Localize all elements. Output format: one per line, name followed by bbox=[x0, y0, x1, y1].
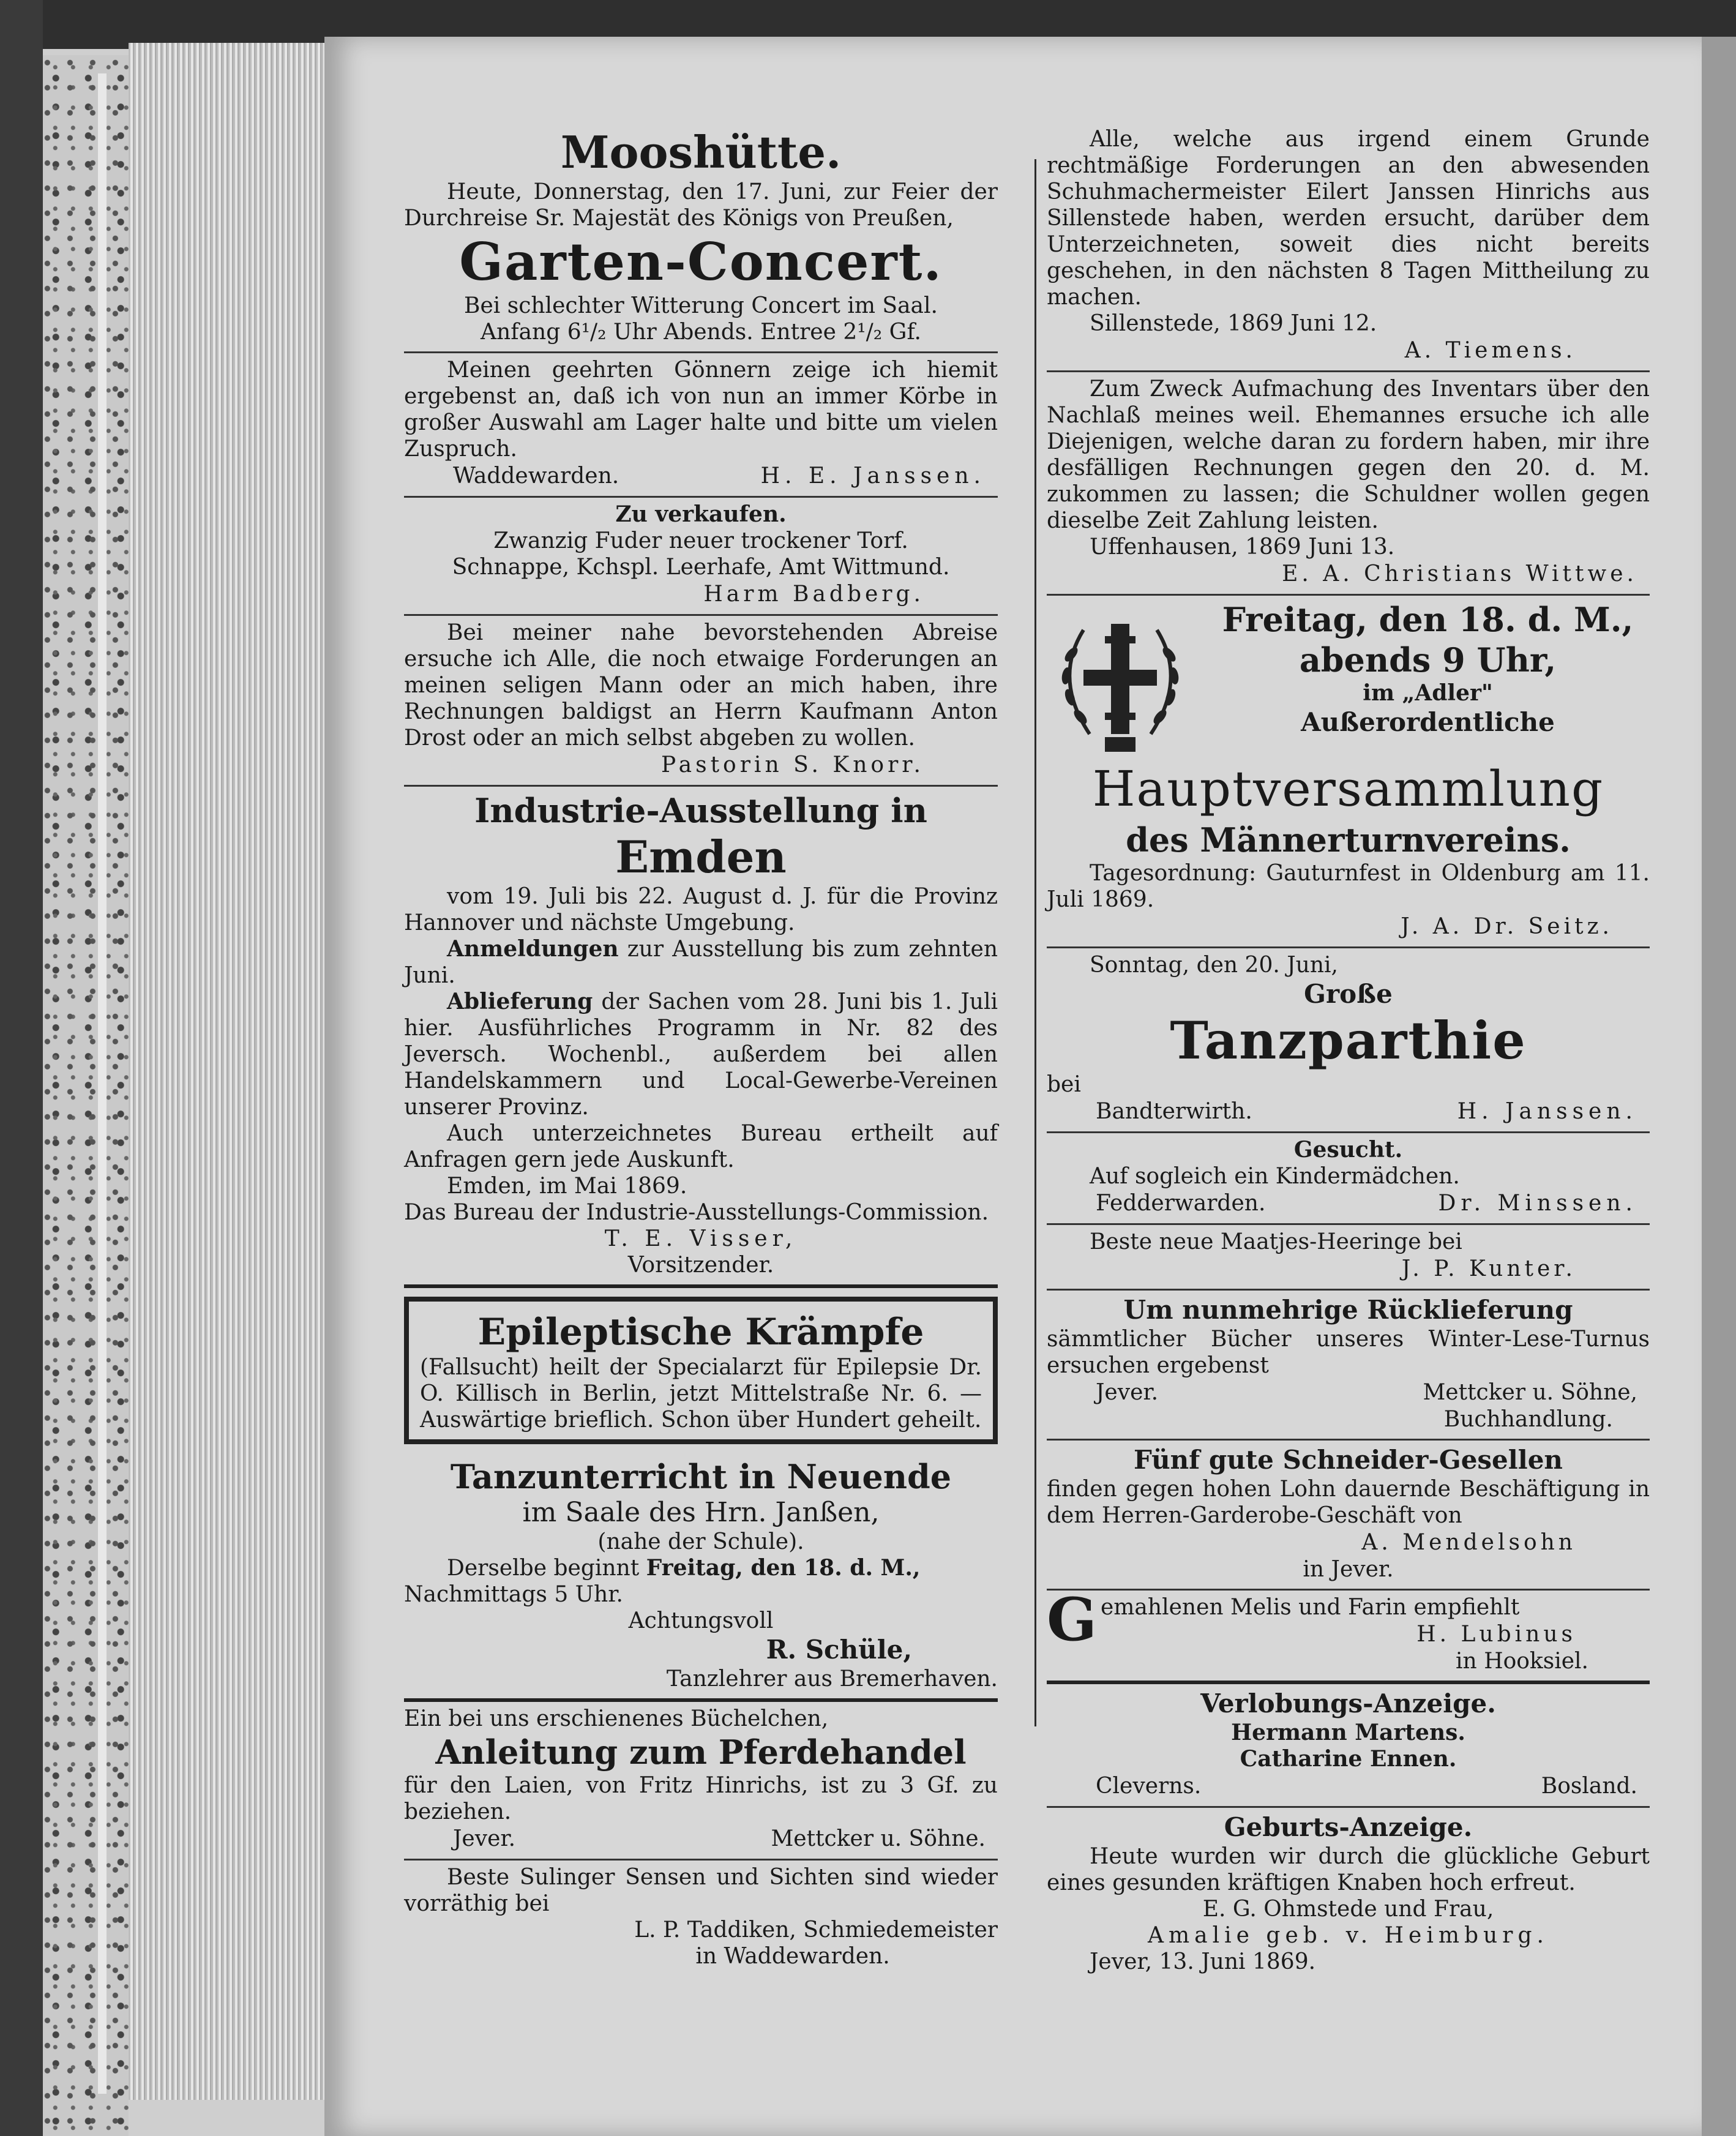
ad-name: A. Tiemens. bbox=[1404, 338, 1576, 363]
ad-line: Bei schlechter Witterung Concert im Saal. bbox=[464, 293, 938, 318]
turnverein-header bbox=[1047, 599, 1650, 759]
ad-name: H. E. Janssen. bbox=[760, 463, 986, 489]
ad-verkaufen bbox=[404, 498, 998, 616]
ad-epilepsie bbox=[404, 1297, 998, 1444]
ad-line: des Männerturnvereins. bbox=[1126, 820, 1571, 860]
ad-text: Tagesordnung: Gauturnfest in Oldenburg am 11. Juli 1869. bbox=[1047, 861, 1650, 912]
ad-tanzunterricht bbox=[404, 1453, 998, 1702]
ad-name: Harm Badberg. bbox=[703, 582, 924, 607]
ad-line: Große bbox=[1304, 979, 1393, 1009]
ad-place: in Waddewarden. bbox=[695, 1944, 890, 1969]
ad-title: Hauptversammlung bbox=[1092, 760, 1604, 817]
ad-text: vom 19. Juli bis 22. August d. J. für die Provinz Hannover und nächste Umgebung. bbox=[404, 884, 998, 935]
ad-place: Cleverns. bbox=[1096, 1774, 1202, 1799]
ad-title: Geburts-Anzeige. bbox=[1224, 1812, 1473, 1842]
ad-title: Gesucht. bbox=[1293, 1137, 1403, 1163]
turnverein-date-block bbox=[1206, 599, 1650, 738]
ad-name: L. P. Taddiken, Schmiedemeister bbox=[634, 1917, 998, 1943]
ad-name: E. G. Ohmstede und Frau, bbox=[1202, 1897, 1494, 1922]
ad-line: im Saale des Hrn. Janßen, bbox=[522, 1497, 880, 1528]
ad-abreise bbox=[404, 616, 998, 787]
ad-signature bbox=[1047, 1190, 1650, 1217]
ad-geburt bbox=[1047, 1808, 1650, 1981]
ad-text: für den Laien, von Fritz Hinrichs, ist zu 3 Gf. zu beziehen. bbox=[404, 1773, 998, 1824]
ad-signature bbox=[1047, 1379, 1650, 1406]
ad-line: Schnappe, Kchspl. Leerhafe, Amt Wittmund. bbox=[452, 555, 950, 580]
ad-name: E. A. Christians Wittwe. bbox=[1282, 561, 1637, 586]
ad-date: Emden, im Mai 1869. bbox=[447, 1174, 687, 1199]
ad-melis bbox=[1047, 1585, 1650, 1684]
ad-name: R. Schüle, bbox=[766, 1635, 912, 1665]
paper-strip bbox=[98, 73, 107, 2094]
column-rule bbox=[1034, 159, 1036, 1726]
ad-name: Catharine Ennen. bbox=[1240, 1746, 1457, 1772]
ad-place: Jever. bbox=[1096, 1380, 1159, 1405]
ad-heeringe bbox=[1047, 1225, 1650, 1291]
ad-mooshuette bbox=[404, 122, 998, 353]
ad-date: Sillenstede, 1869 Juni 12. bbox=[1090, 311, 1377, 336]
ad-name: Amalie geb. v. Heimburg. bbox=[1148, 1923, 1549, 1948]
ad-sensen bbox=[404, 1861, 998, 1976]
ad-text-span: der Sachen vom 28. Juni bis 1. Juli hier. Ausführliches Programm in Nr. 82 des Jeversch. Wochenbl., außerdem bei allen Handelskammern und Local-Gewerbe-Vereinen unserer Provinz. bbox=[404, 989, 998, 1120]
ad-title: Um nunmehrige Rücklieferung bbox=[1123, 1295, 1573, 1325]
ad-name: Mettcker u. Söhne, bbox=[1423, 1380, 1637, 1405]
ad-keyword: Ablieferung bbox=[447, 989, 593, 1014]
ad-line: Zwanzig Fuder neuer trockener Torf. bbox=[493, 528, 908, 553]
ad-signature bbox=[404, 1825, 998, 1853]
ad-place: in Hooksiel. bbox=[1456, 1649, 1588, 1674]
ad-line: abends 9 Uhr, bbox=[1299, 640, 1557, 680]
ad-text-span: zur Ausstellung bis zum zehnten Juni. bbox=[404, 937, 998, 988]
ad-text bbox=[404, 936, 998, 989]
ad-role: Tanzlehrer aus Bremerhaven. bbox=[666, 1666, 998, 1692]
ad-text: Heute wurden wir durch die glückliche Geburt eines gesunden kräftigen Knaben hoch erfreut. bbox=[1047, 1844, 1650, 1895]
ad-name: H. Lubinus bbox=[1416, 1622, 1576, 1647]
ad-place: Waddewarden. bbox=[453, 463, 619, 489]
ad-text: Auch unterzeichnetes Bureau ertheilt auf Anfragen gern jede Auskunft. bbox=[404, 1121, 998, 1172]
ad-text-span: emahlenen Melis und Farin empfiehlt bbox=[1100, 1595, 1520, 1620]
ad-line: Nachmittags 5 Uhr. bbox=[404, 1582, 623, 1607]
ad-line: Freitag, den 18. d. M., bbox=[1222, 600, 1634, 639]
ad-name: H. Janssen. bbox=[1457, 1099, 1637, 1124]
ad-place: Bosland. bbox=[1541, 1774, 1637, 1799]
ad-text: Beste Sulinger Sensen und Sichten sind wieder vorräthig bei bbox=[404, 1865, 998, 1916]
ad-keyword: Freitag, den 18. d. M., bbox=[646, 1555, 921, 1581]
ad-title: Mooshütte. bbox=[560, 126, 842, 178]
ad-buecher bbox=[1047, 1291, 1650, 1441]
ad-text: Alle, welche aus irgend einem Grunde rechtmäßige Forderungen an den abwesenden Schuhmachermeister Eilert Janssen Hinrichs aus Sillenstede haben, werden ersucht, darüber dem Unterzeichneten, soweit dies nicht bereits geschehen, in den nächsten 8 Tagen Mittheilung zu machen. bbox=[1047, 127, 1650, 310]
ad-text-span: Derselbe beginnt bbox=[447, 1556, 640, 1581]
ad-name: Hermann Martens. bbox=[1231, 1720, 1465, 1745]
ad-schuhmacher bbox=[1047, 122, 1650, 372]
ad-line: Anfang 6¹/₂ Uhr Abends. Entree 2¹/₂ Gf. bbox=[481, 320, 921, 345]
ad-title: Industrie-Ausstellung in bbox=[474, 791, 927, 830]
ad-place: Fedderwarden. bbox=[1096, 1191, 1266, 1216]
ad-title: Anleitung zum Pferdehandel bbox=[435, 1733, 967, 1772]
ad-role: Vorsitzender. bbox=[627, 1253, 774, 1278]
ad-signature bbox=[1047, 1098, 1650, 1125]
marbled-endpaper bbox=[43, 55, 129, 2136]
right-page-edge bbox=[1702, 37, 1736, 2136]
left-column bbox=[404, 122, 998, 1976]
ad-name: J. P. Kunter. bbox=[1401, 1256, 1576, 1281]
ad-place: in Jever. bbox=[1303, 1557, 1394, 1582]
ad-greeting: Achtungsvoll bbox=[628, 1608, 774, 1633]
ad-signature bbox=[1047, 1772, 1650, 1800]
ad-date: Uffenhausen, 1869 Juni 13. bbox=[1090, 534, 1395, 560]
ad-turnverein bbox=[1047, 596, 1650, 948]
ad-line: Außerordentliche bbox=[1301, 707, 1555, 737]
ad-title: Epileptische Krämpfe bbox=[477, 1311, 924, 1354]
ad-title: Tanzparthie bbox=[1170, 1010, 1527, 1071]
drop-cap: G bbox=[1047, 1585, 1097, 1654]
ad-inventar bbox=[1047, 372, 1650, 596]
turner-cross-wreath-icon bbox=[1047, 599, 1194, 759]
ad-text: sämmtlicher Bücher unseres Winter-Lese-Turnus ersuchen ergebenst bbox=[1047, 1327, 1650, 1378]
ad-line: (nahe der Schule). bbox=[597, 1529, 804, 1554]
ad-title: Fünf gute Schneider-Gesellen bbox=[1134, 1445, 1563, 1475]
ad-tanzparthie bbox=[1047, 948, 1650, 1133]
ad-date: Jever, 13. Juni 1869. bbox=[1090, 1949, 1316, 1974]
page-stack bbox=[129, 43, 324, 2100]
ad-text: Das Bureau der Industrie-Ausstellungs-Commission. bbox=[404, 1200, 989, 1225]
ad-text: Ein bei uns erschienenes Büchelchen, bbox=[404, 1706, 829, 1731]
ad-name: Dr. Minssen. bbox=[1438, 1191, 1637, 1216]
ad-headline: Garten-Concert. bbox=[459, 231, 943, 292]
ad-keyword: Anmeldungen bbox=[447, 936, 619, 962]
ad-title: Tanzunterricht in Neuende bbox=[450, 1457, 952, 1496]
ad-text: finden gegen hohen Lohn dauernde Beschäftigung in dem Herren-Garderobe-Geschäft von bbox=[1047, 1477, 1650, 1528]
ad-schneider bbox=[1047, 1441, 1650, 1591]
ad-text bbox=[404, 1555, 998, 1581]
ad-pferdehandel bbox=[404, 1702, 998, 1861]
ad-name: Mettcker u. Söhne. bbox=[771, 1826, 986, 1851]
ad-line: Auf sogleich ein Kindermädchen. bbox=[1090, 1164, 1460, 1189]
ad-text: Zum Zweck Aufmachung des Inventars über den Nachlaß meines weil. Ehemannes ersuche ich alle Diejenigen, welche daran zu fordern haben, mir ihre desfälligen Rechnungen gegen den 20. d. M. zukommen zu lassen; die Schuldner wollen gegen dieselbe Zeit Zahlung leisten. bbox=[1047, 377, 1650, 533]
ad-place: Bandterwirth. bbox=[1096, 1099, 1252, 1124]
ad-verlobung bbox=[1047, 1684, 1650, 1808]
ad-text: (Fallsucht) heilt der Specialarzt für Epilepsie Dr. O. Killisch in Berlin, jetzt Mittelstraße Nr. 6. — Auswärtige brieflich. Schon über Hundert geheilt. bbox=[420, 1355, 982, 1433]
ad-name: Pastorin S. Knorr. bbox=[661, 752, 924, 778]
ad-text: Bei meiner nahe bevorstehenden Abreise ersuche ich Alle, die noch etwaige Forderungen an meinen seligen Mann oder an mich haben, ihre Rechnungen baldigst an Herrn Kaufmann Anton Drost oder an mich selbst abgeben zu wollen. bbox=[404, 620, 998, 751]
ad-name: J. A. Dr. Seitz. bbox=[1401, 914, 1613, 939]
ad-title: Verlobungs-Anzeige. bbox=[1200, 1688, 1496, 1718]
ad-industrie-ausstellung bbox=[404, 787, 998, 1288]
ad-title: Emden bbox=[615, 831, 787, 883]
ad-line: im „Adler" bbox=[1363, 680, 1493, 706]
right-column bbox=[1047, 122, 1650, 1981]
ad-koerbe bbox=[404, 353, 998, 498]
ad-name: A. Mendelsohn bbox=[1361, 1530, 1576, 1555]
ad-text: Heute, Donnerstag, den 17. Juni, zur Feier der Durchreise Sr. Majestät des Königs von Preußen, bbox=[404, 179, 998, 231]
book-cover-edge bbox=[0, 0, 43, 2136]
ad-place: Jever. bbox=[453, 1826, 516, 1851]
ad-gesucht bbox=[1047, 1133, 1650, 1225]
ad-name: T. E. Visser, bbox=[604, 1226, 798, 1251]
ad-text: Beste neue Maatjes-Heeringe bei bbox=[1090, 1229, 1462, 1254]
ad-text bbox=[404, 989, 998, 1120]
ad-line: Sonntag, den 20. Juni, bbox=[1090, 953, 1339, 978]
ad-line: bei bbox=[1047, 1072, 1081, 1097]
ad-text: Meinen geehrten Gönnern zeige ich hiemit ergebenst an, daß ich von nun an immer Körbe in großer Auswahl am Lager halte und bitte um vielen Zuspruch. bbox=[404, 358, 998, 462]
ad-role: Buchhandlung. bbox=[1443, 1407, 1613, 1432]
ad-signature bbox=[404, 462, 998, 490]
ad-title: Zu verkaufen. bbox=[615, 501, 787, 527]
